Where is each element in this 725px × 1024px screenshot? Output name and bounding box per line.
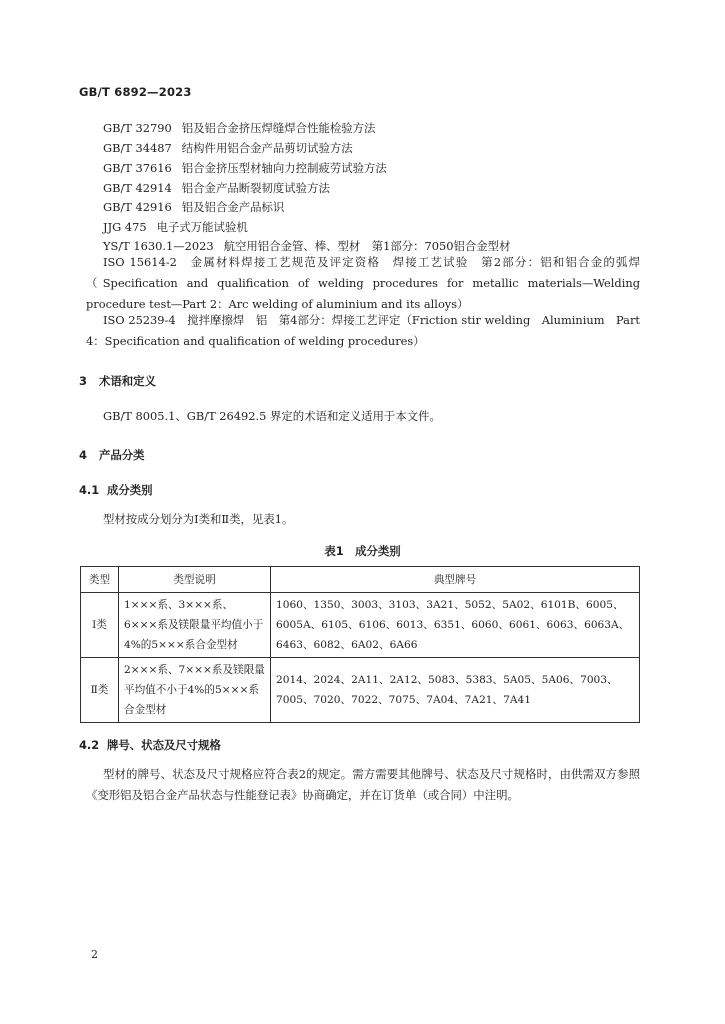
reference-item bbox=[103, 120, 375, 136]
reference-item bbox=[103, 180, 330, 196]
table-row bbox=[81, 658, 640, 723]
reference-title: 铝及铝合金挤压焊缝焊合性能检验方法 bbox=[181, 121, 376, 135]
reference-code: GB/T 42914 bbox=[103, 181, 172, 195]
section-number: 4.1 bbox=[79, 483, 100, 497]
table-row bbox=[81, 593, 640, 658]
section-title: 产品分类 bbox=[99, 448, 145, 462]
reference-iso-15614-2: ISO 15614-2 金属材料焊接工艺规范及评定资格 焊接工艺试验 第2部分：铝和铝合金的弧焊（Specification and qualification of welding procedures for metallic materials—Welding procedure test—Part 2：Arc welding of aluminium and its alloys） bbox=[86, 255, 640, 311]
page-number: 2 bbox=[91, 948, 98, 961]
section-4-2-heading bbox=[79, 737, 221, 753]
table-header-row bbox=[81, 567, 640, 593]
section-number: 3 bbox=[79, 374, 87, 388]
table-cell-grades: 1060、1350、3003、3103、3A21、5052、5A02、6101B、6005、6005A、6105、6106、6013、6351、6060、6061、6063、6063A、6463、6082、6A02、6A66 bbox=[271, 593, 640, 658]
reference-code: GB/T 37616 bbox=[103, 161, 172, 175]
section-4-1-heading bbox=[79, 482, 153, 498]
reference-title: 结构件用铝合金产品剪切试验方法 bbox=[181, 141, 353, 155]
table-header-cell: 典型牌号 bbox=[271, 567, 640, 593]
section-4-heading bbox=[79, 447, 145, 463]
table-cell-desc: 2×××系、7×××系及镁限量平均值不小于4%的5×××系合金型材 bbox=[119, 658, 271, 723]
reference-item bbox=[103, 160, 387, 176]
table-header-cell: 类型 bbox=[81, 567, 119, 593]
section-3-text: GB/T 8005.1、GB/T 26492.5 界定的术语和定义适用于本文件。 bbox=[103, 409, 441, 423]
reference-code: JJG 475 bbox=[103, 220, 147, 234]
section-title: 牌号、状态及尺寸规格 bbox=[107, 738, 221, 752]
table-caption: 表1 成分类别 bbox=[324, 544, 401, 558]
reference-item bbox=[103, 219, 248, 235]
reference-code: GB/T 42916 bbox=[103, 200, 172, 214]
section-title: 术语和定义 bbox=[99, 374, 156, 388]
reference-code: GB/T 32790 bbox=[103, 121, 172, 135]
section-3-heading bbox=[79, 373, 156, 389]
reference-title: 铝合金挤压型材轴向力控制疲劳试验方法 bbox=[181, 161, 387, 175]
table-cell-grades: 2014、2024、2A11、2A12、5083、5383、5A05、5A06、7003、7005、7020、7022、7075、7A04、7A21、7A41 bbox=[271, 658, 640, 723]
reference-title: 电子式万能试验机 bbox=[156, 220, 248, 234]
table-cell-desc: 1×××系、3×××系、6×××系及镁限量平均值小于4%的5×××系合金型材 bbox=[119, 593, 271, 658]
reference-code: YS/T 1630.1—2023 bbox=[103, 239, 214, 253]
table-cell-type: Ⅰ类 bbox=[81, 593, 119, 658]
section-title: 成分类别 bbox=[107, 483, 153, 497]
reference-item bbox=[103, 140, 353, 156]
table-header-cell: 类型说明 bbox=[119, 567, 271, 593]
reference-title: 航空用铝合金管、棒、型材 第1部分：7050铝合金型材 bbox=[223, 239, 511, 253]
composition-category-table bbox=[80, 566, 640, 723]
reference-code: GB/T 34487 bbox=[103, 141, 172, 155]
reference-title: 铝及铝合金产品标识 bbox=[181, 200, 285, 214]
section-4-2-text: 型材的牌号、状态及尺寸规格应符合表2的规定。需方需要其他牌号、状态及尺寸规格时，由供需双方参照《变形铝及铝合金产品状态与性能登记表》协商确定，并在订货单（或合同）中注明。 bbox=[86, 767, 640, 802]
section-number: 4 bbox=[79, 448, 87, 462]
section-4-1-text: 型材按成分划分为Ⅰ类和Ⅱ类，见表1。 bbox=[103, 512, 294, 526]
reference-iso-25239-4: ISO 25239-4 搅拌摩擦焊 铝 第4部分：焊接工艺评定（Friction stir welding Aluminium Part 4：Specification and qualification of welding procedures） bbox=[86, 313, 640, 348]
table-cell-type: Ⅱ类 bbox=[81, 658, 119, 723]
standard-header: GB/T 6892—2023 bbox=[79, 85, 192, 99]
section-number: 4.2 bbox=[79, 738, 100, 752]
reference-title: 铝合金产品断裂韧度试验方法 bbox=[181, 181, 330, 195]
reference-item bbox=[103, 199, 284, 215]
